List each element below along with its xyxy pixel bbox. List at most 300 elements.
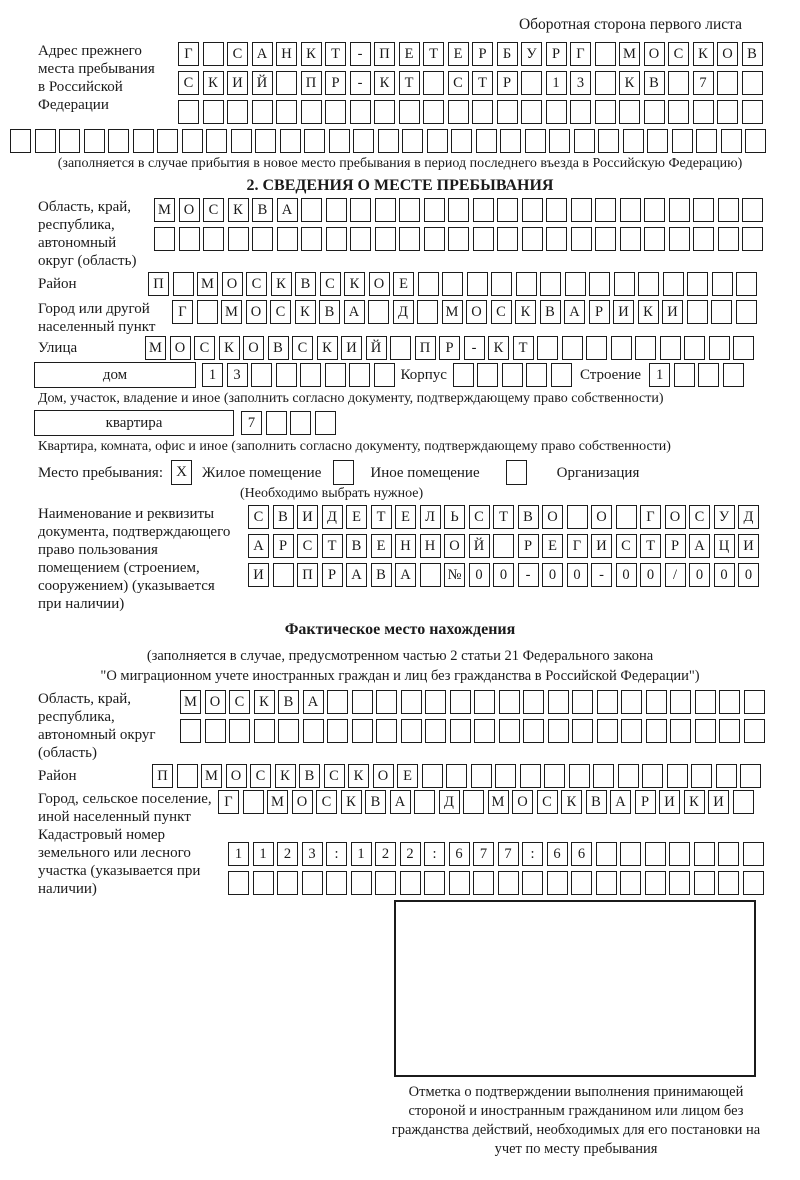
form-cell xyxy=(595,71,616,95)
oblast-label: Область, край, республика, автономный округ (область) xyxy=(38,199,137,269)
factual-oblast-grid-row-1 xyxy=(180,690,765,714)
form-cell: 1 xyxy=(253,842,274,866)
city-grid-row xyxy=(172,300,757,324)
cadastre-grid-row-1 xyxy=(228,842,764,866)
form-cell xyxy=(325,363,346,387)
form-cell xyxy=(569,764,590,788)
form-cell: - xyxy=(350,71,371,95)
form-cell xyxy=(446,764,467,788)
form-cell: О xyxy=(373,764,394,788)
form-cell: Р xyxy=(325,71,346,95)
form-cell xyxy=(473,198,494,222)
form-cell xyxy=(745,129,766,153)
form-cell: В xyxy=(252,198,273,222)
form-cell xyxy=(493,534,514,558)
form-cell xyxy=(228,871,249,895)
form-cell: М xyxy=(267,790,288,814)
form-cell xyxy=(572,690,593,714)
form-cell: И xyxy=(708,790,729,814)
form-cell: С xyxy=(292,336,313,360)
form-cell xyxy=(498,871,519,895)
form-cell: В xyxy=(518,505,539,529)
form-cell xyxy=(420,563,441,587)
form-cell xyxy=(597,719,618,743)
form-cell: С xyxy=(250,764,271,788)
form-cell: П xyxy=(152,764,173,788)
form-cell xyxy=(523,690,544,714)
oblast-block xyxy=(38,198,800,270)
form-cell: 0 xyxy=(542,563,563,587)
form-cell: К xyxy=(275,764,296,788)
form-cell: Е xyxy=(542,534,563,558)
factual-city-label: Город, сельское поселение, иной населенный пункт xyxy=(38,791,212,825)
form-cell: О xyxy=(369,272,390,296)
form-cell xyxy=(368,300,389,324)
form-cell xyxy=(205,719,226,743)
form-cell: В xyxy=(346,534,367,558)
form-cell xyxy=(595,100,616,124)
form-cell: Н xyxy=(420,534,441,558)
form-cell: Н xyxy=(395,534,416,558)
form-cell: 0 xyxy=(616,563,637,587)
form-cell xyxy=(621,690,642,714)
form-cell: О xyxy=(444,534,465,558)
form-cell xyxy=(177,764,198,788)
form-cell xyxy=(614,272,635,296)
form-cell xyxy=(474,719,495,743)
form-cell: П xyxy=(148,272,169,296)
form-cell: К xyxy=(317,336,338,360)
form-cell: 0 xyxy=(640,563,661,587)
form-cell xyxy=(562,336,583,360)
form-cell: М xyxy=(201,764,222,788)
apartment-block xyxy=(34,410,800,436)
form-cell: 0 xyxy=(567,563,588,587)
form-cell xyxy=(647,129,668,153)
factual-title: Фактическое место нахождения xyxy=(284,621,516,638)
form-cell: К xyxy=(488,336,509,360)
form-cell xyxy=(255,129,276,153)
form-cell: Д xyxy=(439,790,460,814)
form-cell xyxy=(374,100,395,124)
form-cell xyxy=(448,227,469,251)
form-cell: К xyxy=(254,690,275,714)
form-cell: А xyxy=(346,563,367,587)
form-cell: У xyxy=(521,42,542,66)
form-cell xyxy=(497,198,518,222)
factual-oblast-label: Область, край, республика, автономный округ (область) xyxy=(38,691,156,761)
form-cell xyxy=(350,198,371,222)
form-cell xyxy=(546,227,567,251)
form-cell xyxy=(495,764,516,788)
doc-grid-row-2 xyxy=(248,534,759,558)
form-cell: А xyxy=(252,42,273,66)
form-cell xyxy=(425,719,446,743)
form-cell xyxy=(252,100,273,124)
form-cell: Д xyxy=(738,505,759,529)
form-cell xyxy=(374,363,395,387)
form-cell xyxy=(427,129,448,153)
form-cell xyxy=(668,100,689,124)
form-cell: Т xyxy=(423,42,444,66)
form-cell xyxy=(375,227,396,251)
form-cell: 6 xyxy=(449,842,470,866)
form-cell: 7 xyxy=(473,842,494,866)
form-cell: 1 xyxy=(351,842,372,866)
form-cell xyxy=(571,871,592,895)
raion-block xyxy=(38,272,800,296)
form-cell xyxy=(227,100,248,124)
form-cell: 3 xyxy=(570,71,591,95)
form-cell: О xyxy=(466,300,487,324)
form-cell: О xyxy=(717,42,738,66)
form-cell xyxy=(448,198,469,222)
form-cell: 0 xyxy=(738,563,759,587)
form-cell: - xyxy=(350,42,371,66)
form-cell: М xyxy=(154,198,175,222)
form-cell xyxy=(595,198,616,222)
form-cell: И xyxy=(227,71,248,95)
form-cell xyxy=(743,871,764,895)
form-cell: 3 xyxy=(227,363,248,387)
form-cell xyxy=(390,336,411,360)
form-cell xyxy=(544,764,565,788)
form-cell: Р xyxy=(439,336,460,360)
residence-label: Место пребывания: xyxy=(38,464,163,481)
form-cell: 1 xyxy=(228,842,249,866)
factual-oblast-grid-row-2 xyxy=(180,719,765,743)
form-cell: П xyxy=(301,71,322,95)
form-cell xyxy=(621,719,642,743)
form-cell: В xyxy=(365,790,386,814)
form-cell: Е xyxy=(397,764,418,788)
form-cell xyxy=(414,790,435,814)
form-cell: 6 xyxy=(547,842,568,866)
form-cell xyxy=(353,129,374,153)
form-cell: Б xyxy=(497,42,518,66)
stroenie-label: Строение xyxy=(579,367,642,383)
form-cell: : xyxy=(522,842,543,866)
form-cell xyxy=(231,129,252,153)
form-cell xyxy=(618,764,639,788)
form-cell xyxy=(742,71,763,95)
factual-city-block xyxy=(38,790,800,826)
factual-note-line2: "О миграционном учете иностранных граждан и лиц без гражданства в Российской Федерации") xyxy=(100,668,700,684)
form-cell xyxy=(619,100,640,124)
form-cell: Р xyxy=(665,534,686,558)
form-cell xyxy=(667,764,688,788)
form-cell xyxy=(742,198,763,222)
oblast-grid-row-1 xyxy=(154,198,763,222)
form-cell xyxy=(197,300,218,324)
form-cell xyxy=(696,129,717,153)
form-cell: Е xyxy=(395,505,416,529)
form-cell xyxy=(179,227,200,251)
form-cell xyxy=(520,764,541,788)
form-cell xyxy=(551,363,572,387)
form-cell xyxy=(376,690,397,714)
form-cell xyxy=(672,129,693,153)
form-cell: - xyxy=(464,336,485,360)
form-cell: О xyxy=(205,690,226,714)
form-cell: 0 xyxy=(689,563,710,587)
form-cell xyxy=(623,129,644,153)
doc-grid-row-3 xyxy=(248,563,759,587)
form-cell xyxy=(300,363,321,387)
form-cell: К xyxy=(515,300,536,324)
form-cell xyxy=(669,871,690,895)
form-cell xyxy=(401,690,422,714)
form-cell: И xyxy=(662,300,683,324)
form-cell xyxy=(616,505,637,529)
form-cell: Д xyxy=(393,300,414,324)
form-cell xyxy=(266,411,287,435)
form-cell xyxy=(718,198,739,222)
form-cell xyxy=(691,764,712,788)
oblast-grid xyxy=(154,198,763,251)
street-label: Улица xyxy=(38,340,78,356)
form-cell xyxy=(477,363,498,387)
form-cell xyxy=(709,336,730,360)
page-side-note: Оборотная сторона первого листа xyxy=(518,16,742,33)
form-cell xyxy=(424,198,445,222)
form-cell: В xyxy=(295,272,316,296)
form-cell xyxy=(669,198,690,222)
form-cell: Г xyxy=(640,505,661,529)
form-cell: А xyxy=(689,534,710,558)
form-cell xyxy=(182,129,203,153)
stamp-box xyxy=(394,900,756,1077)
form-cell: 0 xyxy=(469,563,490,587)
form-cell: / xyxy=(665,563,686,587)
form-cell xyxy=(620,871,641,895)
form-cell: И xyxy=(738,534,759,558)
form-cell: П xyxy=(297,563,318,587)
form-cell xyxy=(203,100,224,124)
form-cell xyxy=(301,198,322,222)
form-cell xyxy=(423,71,444,95)
form-cell: 0 xyxy=(493,563,514,587)
form-cell: С xyxy=(297,534,318,558)
form-cell xyxy=(644,227,665,251)
form-cell: О xyxy=(542,505,563,529)
form-cell xyxy=(254,719,275,743)
form-cell: Ц xyxy=(714,534,735,558)
form-cell xyxy=(717,100,738,124)
form-cell: А xyxy=(303,690,324,714)
form-cell: К xyxy=(219,336,240,360)
form-cell xyxy=(206,129,227,153)
form-cell: О xyxy=(591,505,612,529)
form-cell xyxy=(178,100,199,124)
form-cell xyxy=(280,129,301,153)
form-cell xyxy=(277,871,298,895)
form-cell: М xyxy=(145,336,166,360)
form-cell xyxy=(740,764,761,788)
form-cell: В xyxy=(299,764,320,788)
form-cell xyxy=(684,336,705,360)
form-cell: С xyxy=(227,42,248,66)
form-cell: К xyxy=(638,300,659,324)
form-cell: 7 xyxy=(693,71,714,95)
form-cell: С xyxy=(270,300,291,324)
form-cell: О xyxy=(222,272,243,296)
form-cell: Р xyxy=(497,71,518,95)
form-cell xyxy=(695,719,716,743)
form-cell xyxy=(491,272,512,296)
form-cell: Т xyxy=(640,534,661,558)
form-cell: Й xyxy=(252,71,273,95)
form-cell xyxy=(474,690,495,714)
prev-address-grid-row-2 xyxy=(178,71,763,95)
form-cell xyxy=(719,719,740,743)
form-cell xyxy=(351,871,372,895)
form-cell xyxy=(669,842,690,866)
form-cell xyxy=(84,129,105,153)
form-cell: М xyxy=(488,790,509,814)
form-cell xyxy=(743,842,764,866)
form-cell xyxy=(669,227,690,251)
factual-oblast-block xyxy=(38,690,800,762)
form-cell: В xyxy=(371,563,392,587)
form-cell xyxy=(593,764,614,788)
form-cell xyxy=(571,227,592,251)
form-cell xyxy=(277,227,298,251)
prev-address-grid-row-1 xyxy=(178,42,763,66)
form-cell xyxy=(548,690,569,714)
form-cell: Р xyxy=(518,534,539,558)
prev-address-overflow-row xyxy=(10,129,800,153)
form-cell: К xyxy=(295,300,316,324)
form-cell xyxy=(251,363,272,387)
form-cell xyxy=(352,719,373,743)
form-cell xyxy=(718,871,739,895)
form-cell: Т xyxy=(322,534,343,558)
form-cell: С xyxy=(246,272,267,296)
form-cell: О xyxy=(512,790,533,814)
form-cell xyxy=(303,719,324,743)
form-cell: 7 xyxy=(498,842,519,866)
form-cell xyxy=(402,129,423,153)
form-cell xyxy=(719,690,740,714)
form-cell xyxy=(736,272,757,296)
form-cell: С xyxy=(668,42,689,66)
form-cell: А xyxy=(564,300,585,324)
form-cell: С xyxy=(491,300,512,324)
form-cell: У xyxy=(714,505,735,529)
form-cell xyxy=(668,71,689,95)
street-block xyxy=(38,336,800,360)
form-cell: Е xyxy=(393,272,414,296)
form-cell xyxy=(450,719,471,743)
house-grid-row xyxy=(202,363,395,387)
form-cell: И xyxy=(591,534,612,558)
doc-grid-row-1 xyxy=(248,505,759,529)
form-cell xyxy=(537,336,558,360)
form-cell: С xyxy=(194,336,215,360)
form-cell: Р xyxy=(322,563,343,587)
form-cell xyxy=(472,100,493,124)
form-cell: П xyxy=(374,42,395,66)
form-cell: А xyxy=(277,198,298,222)
form-cell xyxy=(423,100,444,124)
form-cell xyxy=(721,129,742,153)
form-cell xyxy=(376,719,397,743)
form-cell: Г xyxy=(218,790,239,814)
form-cell: М xyxy=(221,300,242,324)
form-cell xyxy=(59,129,80,153)
form-cell xyxy=(733,790,754,814)
factual-raion-block xyxy=(38,764,800,788)
form-cell xyxy=(586,336,607,360)
form-cell: К xyxy=(341,790,362,814)
form-cell xyxy=(646,690,667,714)
residence-checkbox-dwelling: X xyxy=(171,460,192,485)
form-cell: Р xyxy=(589,300,610,324)
form-cell xyxy=(611,336,632,360)
form-cell xyxy=(302,871,323,895)
form-cell: С xyxy=(689,505,710,529)
form-cell xyxy=(399,198,420,222)
form-cell xyxy=(243,790,264,814)
form-cell xyxy=(278,719,299,743)
form-cell xyxy=(522,198,543,222)
form-cell: Д xyxy=(322,505,343,529)
form-cell: С xyxy=(448,71,469,95)
form-cell: - xyxy=(591,563,612,587)
oblast-grid-row-2 xyxy=(154,227,763,251)
form-cell xyxy=(253,871,274,895)
form-cell xyxy=(660,336,681,360)
house-box: дом xyxy=(34,362,196,388)
form-cell xyxy=(596,871,617,895)
form-cell xyxy=(375,198,396,222)
form-cell xyxy=(620,198,641,222)
cadastre-label: Кадастровый номер земельного или лесного участка (указывается при наличии) xyxy=(38,827,201,897)
prev-address-grid xyxy=(178,42,763,124)
form-cell xyxy=(500,129,521,153)
form-cell xyxy=(744,719,765,743)
factual-city-grid-row xyxy=(218,790,754,814)
factual-oblast-grid xyxy=(180,690,765,743)
form-cell: В xyxy=(586,790,607,814)
form-cell xyxy=(674,363,695,387)
prev-address-label: Адрес прежнего места пребывания в Российской Федерации xyxy=(38,43,155,113)
form-cell: 6 xyxy=(571,842,592,866)
section2-title: 2. СВЕДЕНИЯ О МЕСТЕ ПРЕБЫВАНИЯ xyxy=(246,177,554,194)
form-cell: К xyxy=(344,272,365,296)
form-cell xyxy=(399,227,420,251)
form-cell xyxy=(522,227,543,251)
form-cell xyxy=(350,227,371,251)
form-cell: Л xyxy=(420,505,441,529)
form-cell xyxy=(301,227,322,251)
cadastre-block xyxy=(38,826,800,898)
form-cell xyxy=(589,272,610,296)
form-cell xyxy=(565,272,586,296)
form-cell xyxy=(521,71,542,95)
form-cell: О xyxy=(644,42,665,66)
form-cell xyxy=(570,100,591,124)
form-cell: А xyxy=(248,534,269,558)
cadastre-grid xyxy=(228,842,764,895)
form-cell xyxy=(597,690,618,714)
street-grid-row xyxy=(145,336,754,360)
form-cell: К xyxy=(301,42,322,66)
form-cell xyxy=(698,363,719,387)
form-cell: С xyxy=(537,790,558,814)
form-cell xyxy=(424,871,445,895)
